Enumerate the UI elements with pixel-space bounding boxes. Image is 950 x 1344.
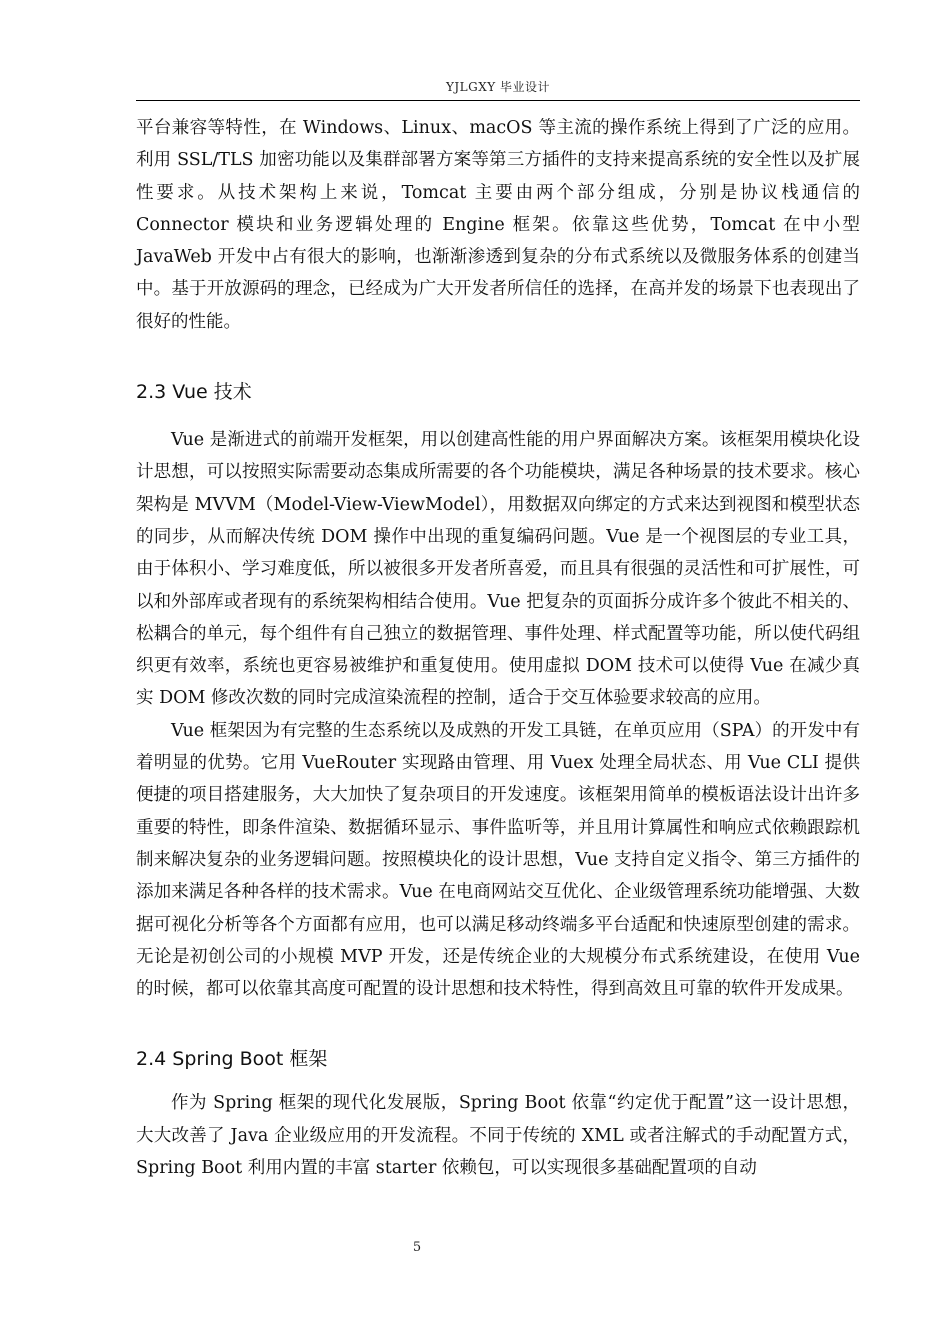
running-header: YJLGXY 毕业设计 [445, 80, 551, 94]
paragraph-spring-boot: 作为 Spring 框架的现代化发展版，Spring Boot 依靠“约定优于配置”这一设计思想，大大改善了 Java 企业级应用的开发流程。不同于传统的 XML 或者注解式的手动配置方式，Spring Boot 利用内置的丰富 starter 依赖包，可以实现很多基础配置项的自动 [136, 1093, 860, 1179]
paragraph-vue-intro: Vue 是渐进式的前端开发框架，用以创建高性能的用户界面解决方案。该框架用模块化设计思想，可以按照实际需要动态集成所需要的各个功能模块，满足各种场景的技术要求。核心架构是 MVVM（Model-View-ViewModel），用数据双向绑定的方式来达到视图和模型状态的同步，从而解决传统 DOM 操作中出现的重复编码问题。Vue 是一个视图层的专业工具，由于体积小、学习难度低，所以被很多开发者所喜爱，而且具有很强的灵活性和可扩展性，可以和外部库或者现有的系统架构相结合使用。Vue 把复杂的页面拆分成许多个彼此不相关的、松耦合的单元，每个组件有自己独立的数据管理、事件处理、样式配置等功能，所以使代码组织更有效率，系统也更容易被维护和重复使用。使用虚拟 DOM 技术可以使得 Vue 在减少真实 DOM 修改次数的同时完成渲染流程的控制，适合于交互体验要求较高的应用。 [136, 430, 860, 709]
paragraph-tomcat-continued: 平台兼容等特性，在 Windows、Linux、macOS 等主流的操作系统上得到了广泛的应用。利用 SSL/TLS 加密功能以及集群部署方案等第三方插件的支持来提高系统的安全性以及扩展性要求。从技术架构上来说，Tomcat 主要由两个部分组成，分别是协议栈通信的 Connector 模块和业务逻辑处理的 Engine 框架。依靠这些优势，Tomcat 在中小型 JavaWeb 开发中占有很大的影响，也渐渐渗透到复杂的分布式系统以及微服务体系的创建当中。基于开放源码的理念，已经成为广大开发者所信任的选择，在高并发的场景下也表现出了很好的性能。 [136, 118, 860, 332]
page-number: 5 [412, 1240, 422, 1255]
section-heading-2-3: 2.3 Vue 技术 [136, 381, 252, 404]
header-rule [136, 100, 860, 101]
section-heading-2-4: 2.4 Spring Boot 框架 [136, 1048, 328, 1071]
page-body [136, 112, 860, 1184]
paragraph-vue-ecosystem: Vue 框架因为有完整的生态系统以及成熟的开发工具链，在单页应用（SPA）的开发中有着明显的优势。它用 VueRouter 实现路由管理、用 Vuex 处理全局状态、用 Vue CLI 提供便捷的项目搭建服务，大大加快了复杂项目的开发速度。该框架用简单的模板语法设计出许多重要的特性，即条件渲染、数据循环显示、事件监听等，并且用计算属性和响应式依赖跟踪机制来解决复杂的业务逻辑问题。按照模块化的设计思想，Vue 支持自定义指令、第三方插件的添加来满足各种各样的技术需求。Vue 在电商网站交互优化、企业级管理系统功能增强、大数据可视化分析等各个方面都有应用，也可以满足移动终端多平台适配和快速原型创建的需求。无论是初创公司的小规模 MVP 开发，还是传统企业的大规模分布式系统建设，在使用 Vue 的时候，都可以依靠其高度可配置的设计思想和技术特性，得到高效且可靠的软件开发成果。 [136, 720, 860, 1000]
